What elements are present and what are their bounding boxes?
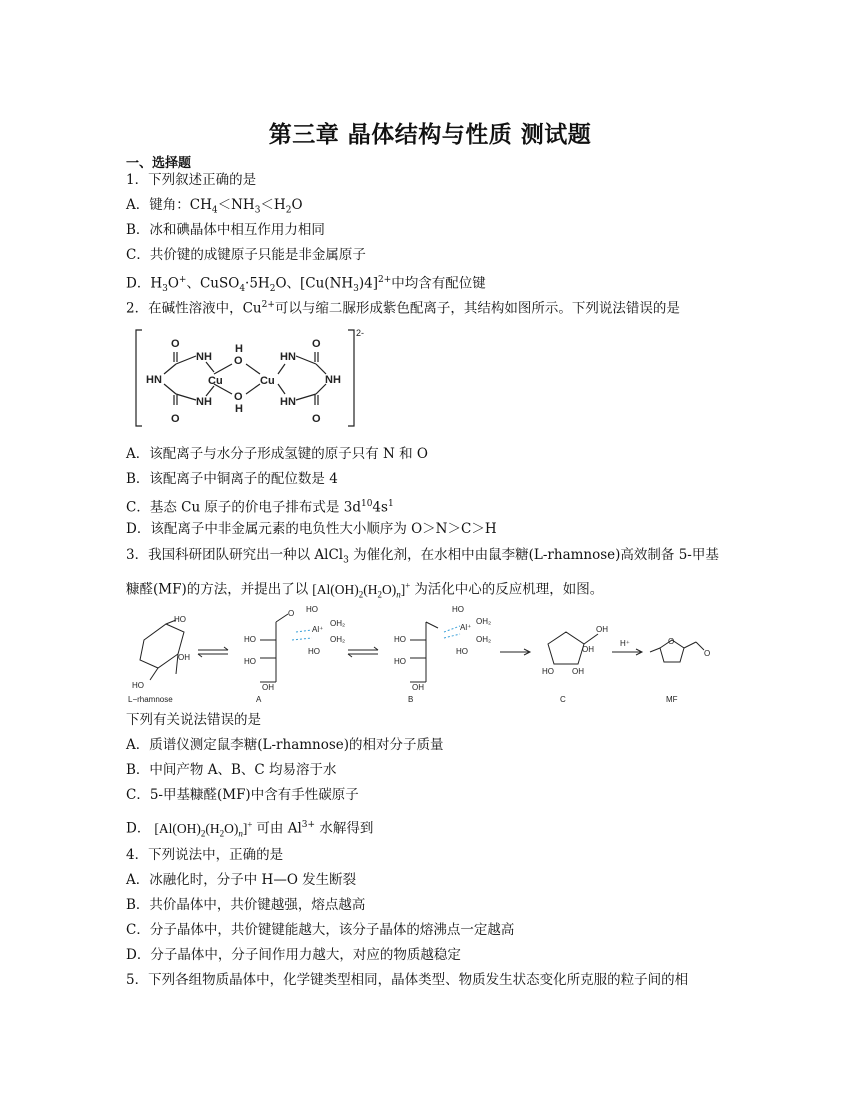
- fig2-atom: O: [234, 391, 243, 403]
- q4-option-c: C．分子晶体中，共价键键能越大，该分子晶体的熔沸点一定越高: [126, 922, 515, 938]
- q2-option-a: A．该配离子与水分子形成氢键的原子只有 N 和 O: [126, 446, 429, 462]
- q3-stem-line1: 3．我国科研团队研究出一种以 AlCl$_3$ 为催化剂，在水相中由鼠李糖(L-rhamnose)高效制备 5-甲基: [126, 547, 719, 566]
- q3-option-a: A．质谱仪测定鼠李糖(L-rhamnose)的相对分子质量: [126, 737, 444, 753]
- svg-text:OH₂: OH₂: [330, 635, 346, 644]
- svg-text:OH: OH: [596, 625, 608, 634]
- svg-text:OH₂: OH₂: [330, 619, 346, 628]
- svg-text:OH: OH: [412, 683, 424, 692]
- reaction-mechanism-figure: [126, 602, 726, 708]
- svg-text:O: O: [704, 649, 711, 658]
- q1-stem: 1．下列叙述正确的是: [126, 172, 257, 188]
- fig2-atom: O: [312, 338, 321, 350]
- svg-text:HO: HO: [244, 657, 256, 666]
- svg-text:O: O: [668, 637, 675, 646]
- svg-text:HO: HO: [452, 605, 464, 614]
- q1-option-b: B．冰和碘晶体中相互作用力相同: [126, 222, 325, 238]
- fig2-atom: O: [171, 338, 180, 350]
- fig3-label-c: C: [560, 695, 566, 704]
- fig2-atom: O: [171, 413, 180, 425]
- svg-text:HO: HO: [132, 681, 144, 690]
- q2-option-d: D．该配离子中非金属元素的电负性大小顺序为 O＞N＞C＞H: [126, 521, 497, 537]
- svg-text:HO: HO: [174, 615, 186, 624]
- svg-text:OH₂: OH₂: [476, 635, 492, 644]
- fig3-label-mf: MF: [666, 695, 678, 704]
- q3-sub-stem: 下列有关说法错误的是: [126, 712, 261, 728]
- fig2-atom: NH: [196, 396, 212, 408]
- fig2-atom: O: [312, 413, 321, 425]
- q4-option-d: D．分子晶体中，分子间作用力越大，对应的物质越稳定: [126, 947, 461, 963]
- fig2-atom: HN: [280, 351, 296, 363]
- fig2-atom: H: [235, 403, 243, 415]
- q3-option-b: B．中间产物 A、B、C 均易溶于水: [126, 762, 337, 778]
- svg-text:O: O: [288, 609, 295, 618]
- biuret-copper-complex-figure: [130, 322, 380, 432]
- q1-option-d: D．$H_3O^+$、$CuSO_4\cdot 5H_2O$、$[Cu(NH_3)4]^{2+}$中均含有配位键: [126, 275, 486, 295]
- fig3-label-hplus: H⁺: [620, 639, 630, 648]
- svg-text:HO: HO: [542, 667, 554, 676]
- q4-stem: 4．下列说法中，正确的是: [126, 847, 284, 863]
- page-title: 第三章 晶体结构与性质 测试题: [268, 122, 592, 148]
- fig2-atom: HN: [146, 374, 162, 386]
- fig2-atom: Cu: [208, 375, 223, 387]
- svg-text:HO: HO: [394, 635, 406, 644]
- fig3-label-b: B: [408, 695, 414, 704]
- q1-option-a: A．键角：$CH_4<NH_3<H_2O$: [126, 197, 303, 216]
- q5-stem: 5．下列各组物质晶体中，化学键类型相同，晶体类型、物质发生状态变化所克服的粒子间的相: [126, 972, 689, 988]
- fig2-atom: Cu: [260, 375, 275, 387]
- svg-text:OH: OH: [262, 683, 274, 692]
- q3-stem-line2: 糠醛(MF)的方法，并提出了以 $[Al(OH)_2(H_2O)_n]^+$ 为活化中心的反应机理，如图。: [126, 580, 604, 600]
- q3-option-d: D． $[Al(OH)_2(H_2O)_n]^+$ 可由 $Al^{3+}$ 水解得到: [126, 819, 374, 839]
- fig2-atom: H: [235, 343, 243, 355]
- fig2-atom: O: [234, 355, 243, 367]
- q4-option-a: A．冰融化时，分子中 H—O 发生断裂: [126, 872, 357, 888]
- q2-option-b: B．该配离子中铜离子的配位数是 4: [126, 471, 338, 487]
- fig2-charge: 2-: [356, 328, 365, 338]
- q2-option-c: C．基态 Cu 原子的价电子排布式是 $3d^{10}4s^1$: [126, 499, 394, 516]
- fig2-atom: NH: [325, 374, 341, 386]
- svg-text:HO: HO: [306, 605, 318, 614]
- svg-text:OH: OH: [178, 653, 190, 662]
- svg-text:Al⁺: Al⁺: [312, 625, 324, 634]
- svg-text:OH: OH: [572, 667, 584, 676]
- svg-text:Al⁺: Al⁺: [460, 623, 472, 632]
- fig3-label-a: A: [256, 695, 262, 704]
- section-heading: 一、选择题: [126, 156, 192, 171]
- svg-text:HO: HO: [244, 635, 256, 644]
- svg-text:HO: HO: [308, 647, 320, 656]
- q4-option-b: B．共价晶体中，共价键越强，熔点越高: [126, 897, 366, 913]
- svg-text:OH: OH: [582, 645, 594, 654]
- fig2-atom: NH: [196, 351, 212, 363]
- svg-text:HO: HO: [456, 647, 468, 656]
- q3-option-c: C．5-甲基糠醛(MF)中含有手性碳原子: [126, 787, 359, 803]
- svg-text:OH₂: OH₂: [476, 617, 492, 626]
- fig2-atom: HN: [280, 396, 296, 408]
- svg-text:HO: HO: [394, 657, 406, 666]
- q1-option-c: C．共价键的成键原子只能是非金属原子: [126, 247, 366, 263]
- q2-stem: 2．在碱性溶液中，$Cu^{2+}$可以与缩二脲形成紫色配离子，其结构如图所示。下列说法错误的是: [126, 300, 680, 317]
- fig3-label-l-rhamnose: L−rhamnose: [128, 695, 173, 704]
- al-complex-formula: $[Al(OH)_2(H_2O)_n]^+$: [312, 580, 411, 600]
